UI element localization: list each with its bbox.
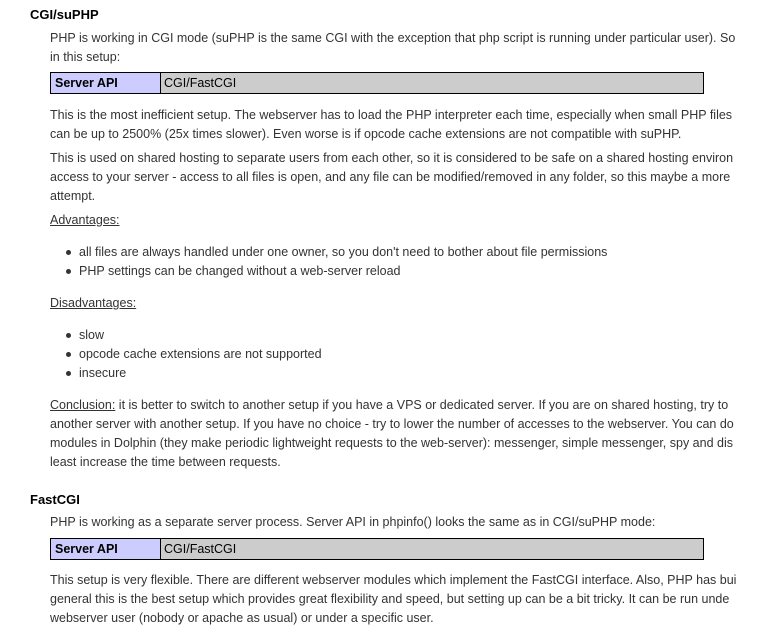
cgi-para2-line-2: access to your server - access to all files is open, and any file can be modified/removed in any folder, so this maybe a more	[50, 170, 731, 184]
fastcgi-intro: PHP is working as a separate server process. Server API in phpinfo() looks the same as in CGI/suPHP mode:	[50, 515, 656, 529]
cgi-para2-line-3: attempt.	[50, 189, 96, 203]
disadvantages-label: Disadvantages:	[50, 296, 137, 310]
cgi-para1-line-2: can be up to 2500% (25x times slower). Even worse is if opcode cache extensions are not compatible with suPHP.	[50, 127, 682, 141]
cgi-para1-line-1: This is the most inefficient setup. The webserver has to load the PHP interpreter each time, especially when small PHP files	[50, 108, 733, 122]
fastcgi-para-line-2: general this is the best setup which provides great flexibility and speed, but setting up can be a bit tricky. It can be run unde	[50, 592, 730, 606]
server-api-key: Server API	[51, 539, 161, 559]
cgi-intro-line-1: PHP is working in CGI mode (suPHP is the same CGI with the exception that php script is running under particular user). So	[50, 31, 736, 45]
fastcgi-para-line-1: This setup is very flexible. There are different webserver modules which implement the FastCGI interface. Also, PHP has bui	[50, 573, 737, 587]
conclusion-line-1	[50, 396, 728, 415]
conclusion-line-3: modules in Dolphin (they make periodic lightweight requests to the web-server): messenger, simple messenger, spy and dis	[50, 436, 733, 450]
advantages-label: Advantages:	[50, 213, 120, 227]
cgi-para2-line-1: This is used on shared hosting to separate users from each other, so it is considered to be safe on a shared hosting environ	[50, 151, 734, 165]
server-api-value: CGI/FastCGI	[164, 76, 237, 90]
conclusion-label: Conclusion:	[50, 398, 116, 412]
cgi-server-api-table	[50, 72, 704, 94]
server-api-value: CGI/FastCGI	[164, 542, 237, 556]
fastcgi-server-api-table	[50, 538, 704, 560]
server-api-key: Server API	[51, 73, 161, 93]
disadvantage-item: insecure	[79, 364, 126, 383]
conclusion-line-4: least increase the time between requests.	[50, 455, 281, 469]
fastcgi-heading: FastCGI	[30, 492, 80, 507]
cgi-suphp-heading: CGI/suPHP	[30, 7, 99, 22]
conclusion-line-2: another server with another setup. If you have no choice - try to lower the number of accesses to the webserver. You can do	[50, 417, 734, 431]
disadvantage-item: slow	[79, 326, 104, 345]
conclusion-text: it is better to switch to another setup if you have a VPS or dedicated server. If you are on shared hosting, try to	[115, 398, 729, 412]
advantage-item: PHP settings can be changed without a web-server reload	[79, 262, 400, 281]
fastcgi-para-line-3: webserver user (nobody or apache as usual) or under a specific user.	[50, 611, 434, 625]
advantage-item: all files are always handled under one owner, so you don't need to bother about file permissions	[79, 243, 607, 262]
disadvantage-item: opcode cache extensions are not supported	[79, 345, 322, 364]
cgi-intro-line-2: in this setup:	[50, 50, 121, 64]
